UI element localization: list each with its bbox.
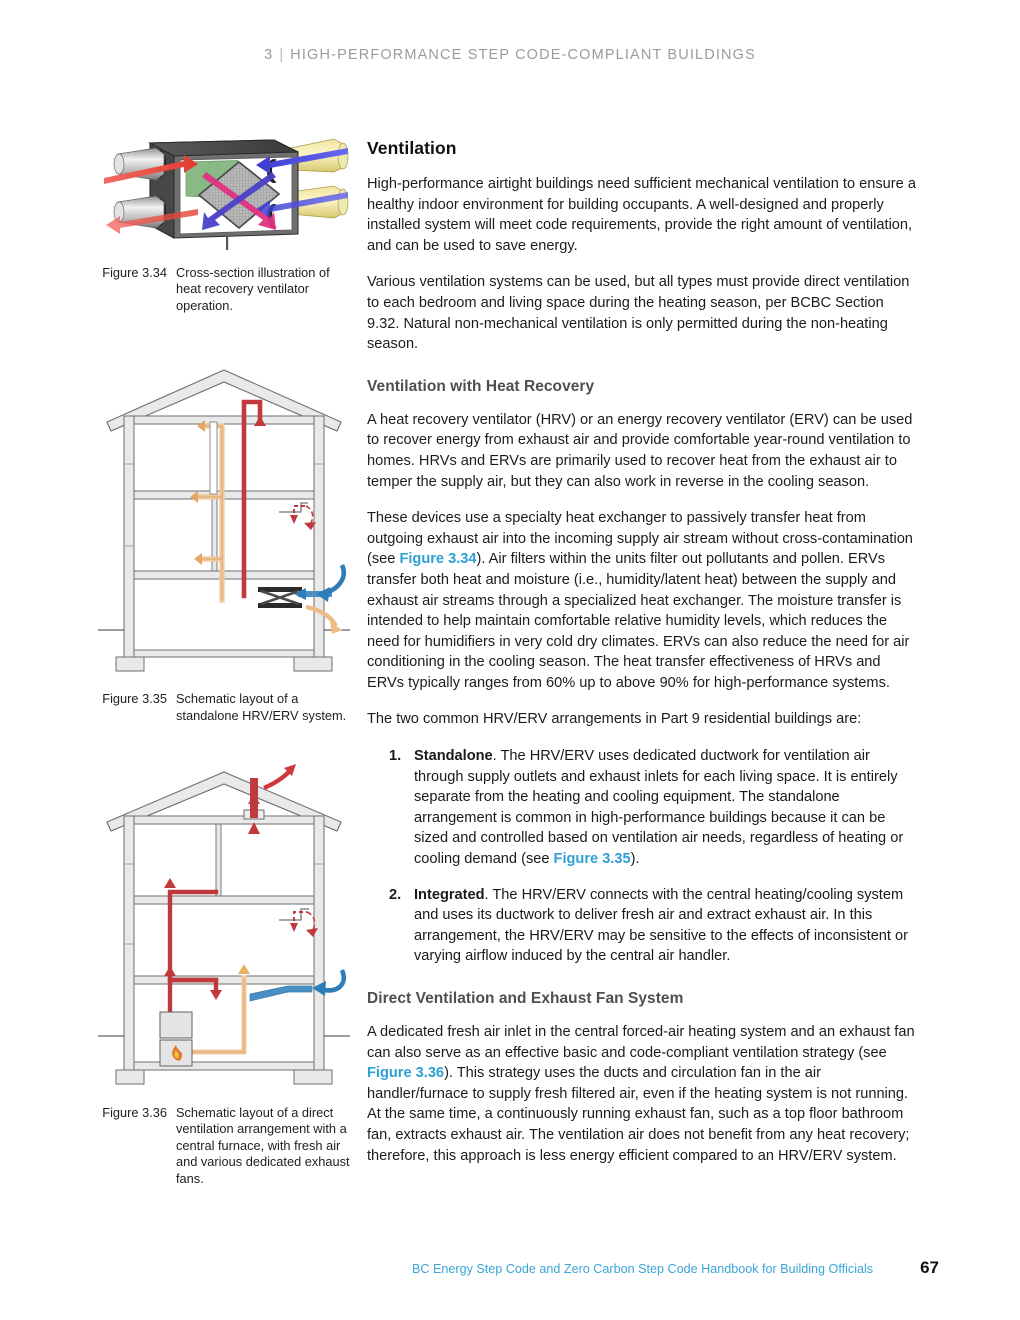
hrv-arrangements-list [367, 746, 919, 967]
figure-3-36-caption-text: Schematic layout of a direct ventilation arrangement with a central furnace, with fresh air and various dedicated exhaust fans. [176, 1105, 350, 1186]
list-item-2-lead-in: Integrated [414, 886, 485, 903]
list-marker-1: 1. [389, 748, 402, 765]
standalone-hrv-house-section [98, 360, 350, 680]
header-chapter-number: 3 [264, 47, 274, 63]
footer-handbook-title: BC Energy Step Code and Zero Carbon Step Code Handbook for Building Officials [412, 1262, 874, 1276]
list-item-1-text-part2: ). [630, 851, 640, 868]
running-header [0, 47, 1020, 63]
xref-figure-3-36[interactable]: Figure 3.36 [367, 1065, 445, 1082]
hrv-unit [258, 587, 302, 608]
hr-p2-text-part2: ). Air filters within the units filter out pollutants and pollen. ERVs transfer both heat and moisture (i.e., humidity/latent heat) between the supply and exhaust air streams through a specialized heat exchanger. The moisture transfer is intended to help maintain comfortable relative humidity levels, which reduces the need for humidifiers in very cold dry climates. ERVs can also reduce the need for air conditioning in the cooling season. The heat transfer effectiveness of HRVs and ERVs typically ranges from 60% up to above 90% for high-performance systems. [367, 551, 910, 691]
figure-3-36 [98, 764, 350, 1187]
xref-figure-3-34[interactable]: Figure 3.34 [399, 551, 477, 568]
paragraph-ventilation-2: Various ventilation systems can be used, but all types must provide direct ventilation to each bedroom and living space during the heating season, per BCBC Section 9.32. Natural non-mechanical ventilation is only permitted during the non-heating season. [367, 274, 910, 353]
dv-p1-text-part1: A dedicated fresh air inlet in the central forced-air heating system and an exhaust fan can also serve as an effective basic and code-compliant ventilation strategy (see [367, 1024, 915, 1061]
figures-column [98, 126, 350, 1187]
figure-3-34-caption-text: Cross-section illustration of heat recovery ventilator operation. [176, 265, 330, 313]
list-marker-2: 2. [389, 886, 402, 903]
list-item-1-text-part1: . The HRV/ERV uses dedicated ductwork for ventilation air through supply outlets and exhaust inlets for each living space. It is entirely separate from the heating and cooling equipment. The standalone arrangement is common in high-performance buildings because it can be sized and controlled based on ventilation air needs, regardless of heating or cooling demand (see [414, 748, 904, 868]
paragraph-heat-recovery-3: The two common HRV/ERV arrangements in Part 9 residential buildings are: [367, 711, 862, 728]
figure-3-35-caption [98, 691, 350, 724]
figure-3-36-label: Figure 3.36 [102, 1105, 167, 1121]
hrv-casing [150, 140, 298, 250]
figure-3-36-caption [98, 1105, 350, 1187]
page-number: 67 [920, 1258, 939, 1277]
heading-direct-ventilation-and-exhaust-fan-system: Direct Ventilation and Exhaust Fan System [367, 990, 684, 1007]
outdoor-air-intake [250, 970, 344, 1001]
body-text-column [367, 138, 919, 1166]
direct-ventilation-furnace-house-section [98, 764, 350, 1094]
figure-3-34 [98, 126, 350, 314]
figure-3-35-caption-text: Schematic layout of a standalone HRV/ERV system. [176, 691, 347, 723]
hrv-cross-section-illustration [98, 126, 350, 254]
furnace-unit [160, 1012, 192, 1066]
bathroom-exhaust-detail [279, 909, 318, 937]
hr-p2-text-part1: These devices use a specialty heat exchanger to passively transfer heat from outgoing exhaust air into the incoming supply air stream without cross-contamination (see [367, 510, 913, 568]
figure-3-34-label: Figure 3.34 [102, 265, 167, 280]
heading-ventilation-with-heat-recovery: Ventilation with Heat Recovery [367, 377, 595, 395]
bathroom-exhaust-detail [279, 503, 316, 530]
header-title: HIGH-PERFORMANCE STEP CODE-COMPLIANT BUILDINGS [290, 47, 756, 63]
dv-p1-text-part2: ). This strategy uses the ducts and circulation fan in the air handler/furnace to supply fresh filtered air, even if the heating system is not running. At the same time, a continuously running exhaust fan, such as a top floor bathroom fan, extracts exhaust air. The ventilation air does not benefit from any heat recovery; therefore, this approach is less energy efficient compared to an HRV/ERV system. [367, 1065, 910, 1164]
list-item-standalone [367, 746, 919, 870]
xref-figure-3-35[interactable]: Figure 3.35 [553, 851, 631, 868]
list-item-1-lead-in: Standalone [414, 748, 493, 765]
fresh-air-arrow [238, 964, 250, 974]
paragraph-heat-recovery-1: A heat recovery ventilator (HRV) or an energy recovery ventilator (ERV) can be used to recover energy from exhaust air and provide comfortable year-round ventilation to homes. HRVs and ERVs are primarily used to recover heat from the exhaust air to temper the supply air, but they can also work in reverse in the cooling season. [367, 411, 913, 490]
figure-3-35 [98, 360, 350, 724]
exhaust-duct-network-red [170, 892, 216, 1012]
list-item-2-text-part1: . The HRV/ERV connects with the central heating/cooling system and uses its ductwork to deliver fresh air and extract exhaust air. In this arrangement, the HRV/ERV may be sensitive to the effects of inconsistent or varying airflow induced by the central air handler. [414, 886, 909, 965]
paragraph-direct-ventilation-1 [367, 1022, 919, 1166]
list-item-integrated [367, 885, 919, 967]
page-title: Ventilation [367, 138, 457, 158]
figure-3-34-caption [98, 265, 350, 314]
figure-3-35-label: Figure 3.35 [102, 691, 167, 707]
page-footer [367, 1258, 1020, 1282]
paragraph-heat-recovery-2 [367, 508, 919, 693]
paragraph-ventilation-1: High-performance airtight buildings need sufficient mechanical ventilation to ensure a healthy indoor environment for building occupants. A well-designed and properly installed system will meet code requirements, provide the right amount of ventilation, and can be used to save energy. [367, 176, 916, 254]
header-separator: | [279, 47, 285, 63]
exhaust-riser-duct [210, 422, 217, 494]
